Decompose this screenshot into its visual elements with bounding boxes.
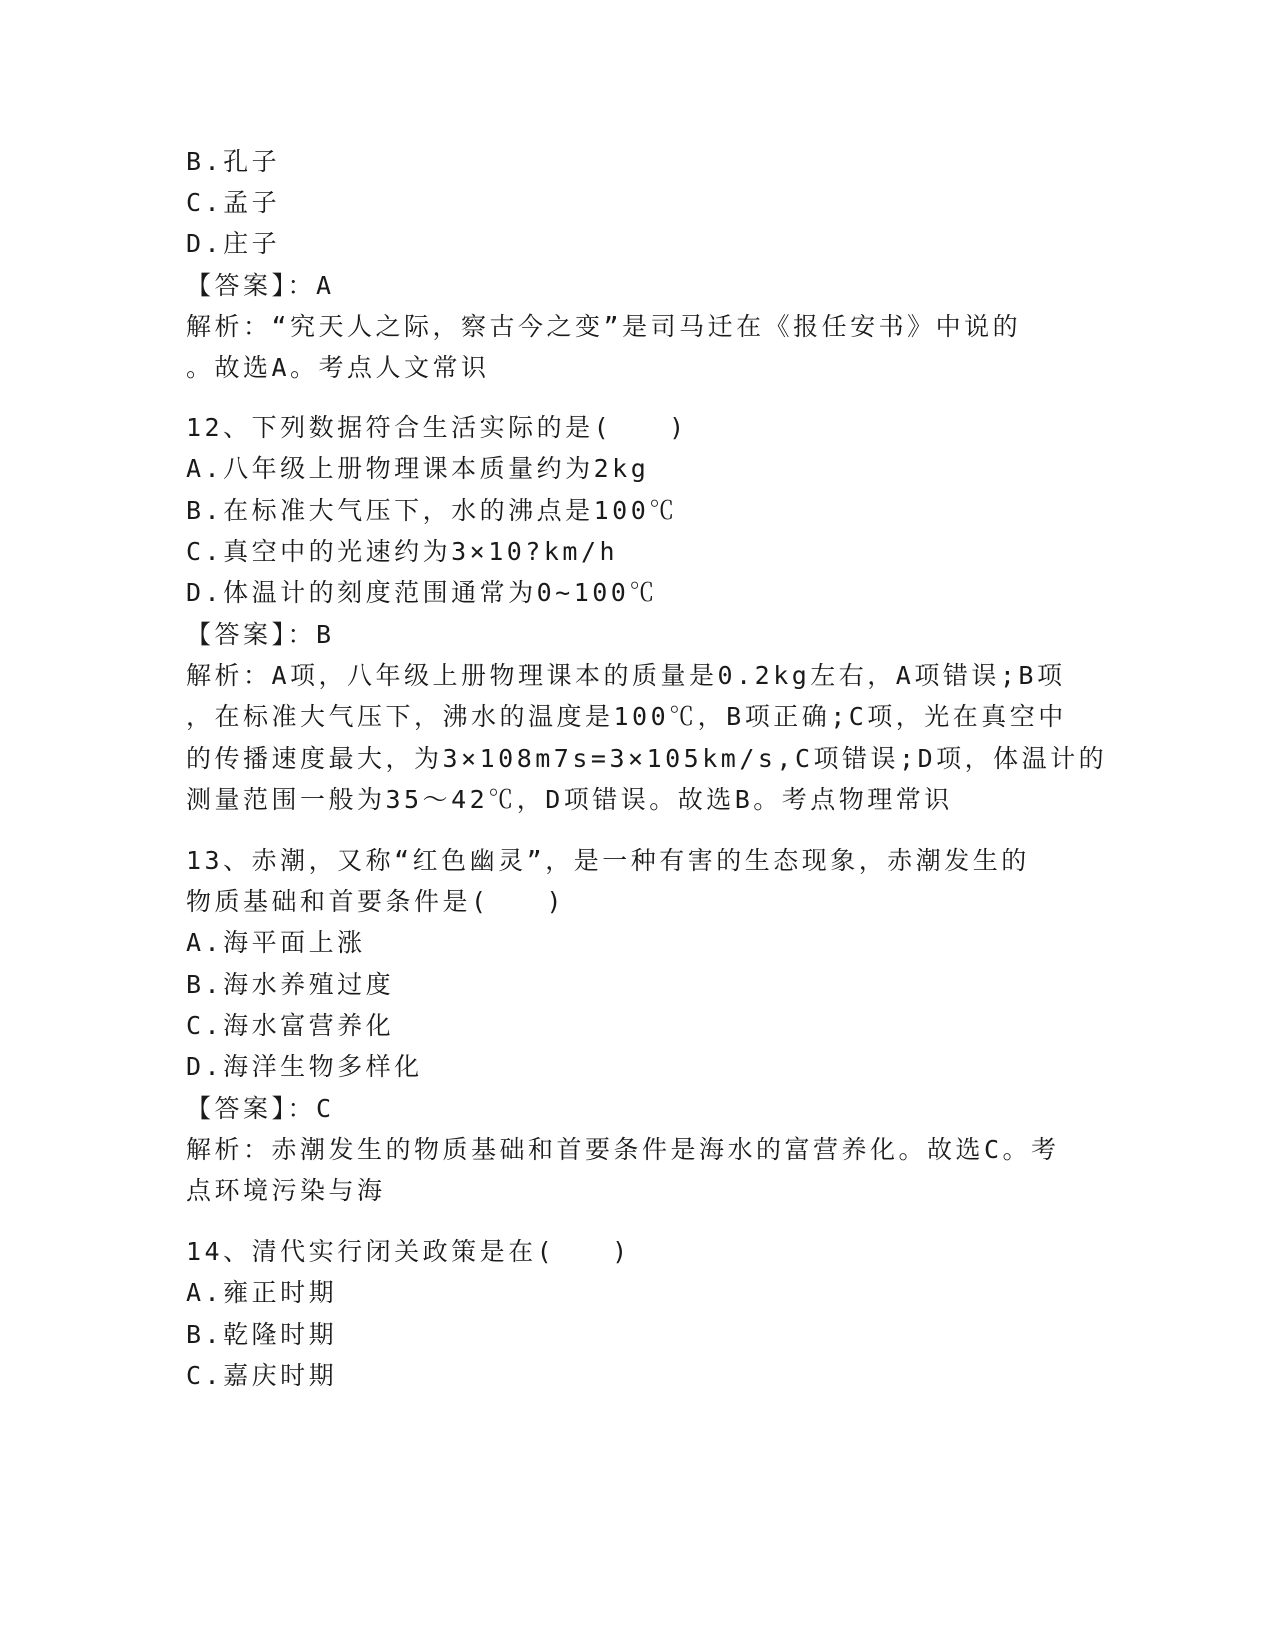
q11-analysis-line-1: 解析：“究天人之际，察古今之变”是司马迁在《报任安书》中说的 [186, 312, 1022, 341]
q13-option-d: D.海洋生物多样化 [186, 1052, 423, 1081]
q11-analysis-line-2: 。故选A。考点人文常识 [186, 353, 490, 382]
q14-stem: 14、清代实行闭关政策是在( ) [186, 1237, 631, 1266]
q14-option-b: B.乾隆时期 [186, 1320, 338, 1349]
q13-answer: 【答案】：C [186, 1094, 335, 1123]
q12-option-b: B.在标准大气压下，水的沸点是100℃ [186, 496, 678, 525]
q12-analysis-line-4: 测量范围一般为35～42℃，D项错误。故选B。考点物理常识 [186, 785, 953, 814]
q11-option-c: C.孟子 [186, 188, 281, 217]
q12-option-d: D.体温计的刻度范围通常为0~100℃ [186, 578, 658, 607]
q12-analysis-line-1: 解析：A项，八年级上册物理课本的质量是0.2kg左右，A项错误;B项 [186, 661, 1066, 690]
q12-analysis-line-2: ，在标准大气压下，沸水的温度是100℃，B项正确;C项，光在真空中 [186, 702, 1067, 731]
q14-option-c: C.嘉庆时期 [186, 1361, 338, 1390]
q12-option-c: C.真空中的光速约为3×10?km/h [186, 537, 619, 566]
q13-analysis-line-2: 点环境污染与海 [186, 1176, 386, 1205]
q13-stem-line-2: 物质基础和首要条件是( ) [186, 887, 566, 916]
q12-answer: 【答案】：B [186, 620, 335, 649]
q12-analysis-line-3: 的传播速度最大，为3×108m7s=3×105km/s,C项错误;D项，体温计的 [186, 744, 1108, 773]
q12-stem: 12、下列数据符合生活实际的是( ) [186, 413, 688, 442]
q11-option-b: B.孔子 [186, 147, 281, 176]
q13-option-a: A.海平面上涨 [186, 928, 366, 957]
q13-analysis-line-1: 解析：赤潮发生的物质基础和首要条件是海水的富营养化。故选C。考 [186, 1135, 1060, 1164]
q11-option-d: D.庄子 [186, 229, 281, 258]
q12-option-a: A.八年级上册物理课本质量约为2kg [186, 454, 650, 483]
q13-option-c: C.海水富营养化 [186, 1011, 395, 1040]
q13-stem-line-1: 13、赤潮，又称“红色幽灵”，是一种有害的生态现象，赤潮发生的 [186, 846, 1030, 875]
q14-option-a: A.雍正时期 [186, 1278, 338, 1307]
q13-option-b: B.海水养殖过度 [186, 970, 395, 999]
q11-answer: 【答案】：A [186, 271, 335, 300]
